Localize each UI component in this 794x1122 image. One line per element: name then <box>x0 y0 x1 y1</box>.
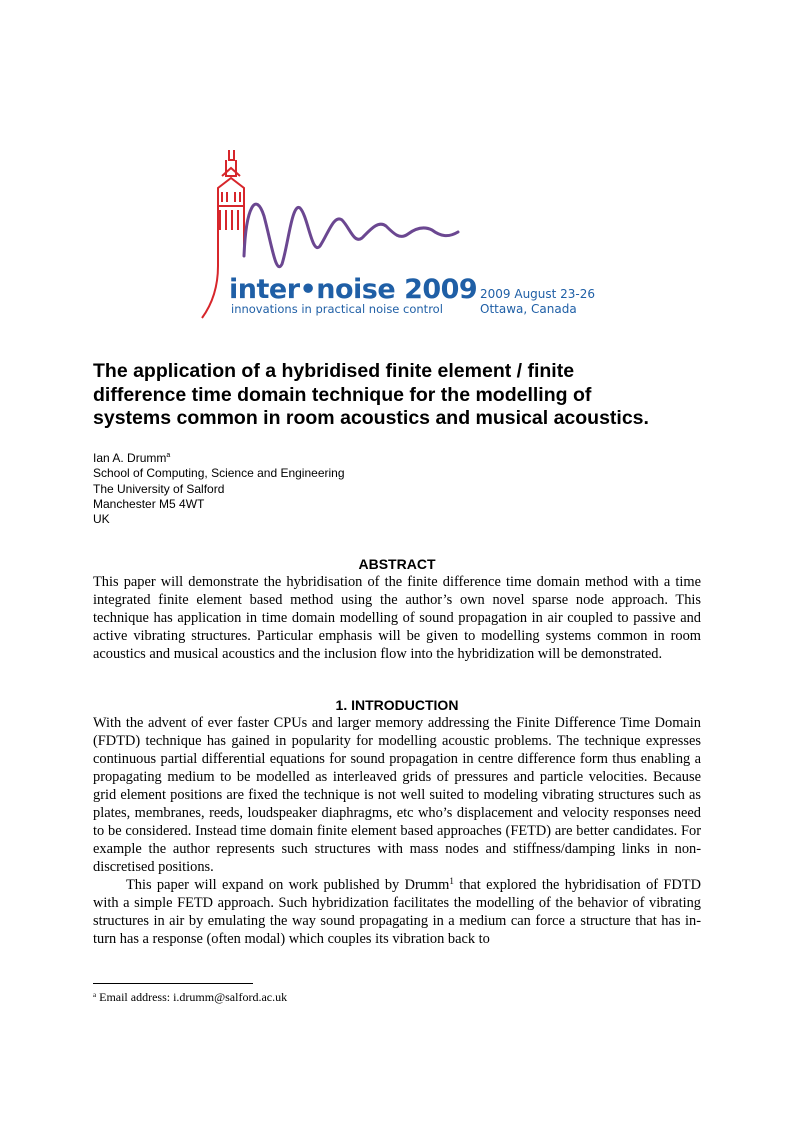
title-line: difference time domain technique for the modelling of <box>93 383 592 406</box>
conference-place: Ottawa, Canada <box>480 302 577 316</box>
author-block <box>93 451 345 527</box>
introduction-paragraph: This paper will expand on work published by Drumm$^1$ that explored the hybridisation of FDTD with a simple FETD approach. Such hybridization facilitates the modelling of the behavior of vibrating structures in air by emulating the way sound propagating in a medium can force a structure that has in-turn has a response (often modal) which couples its vibration back to <box>93 876 701 947</box>
author-name-line <box>93 451 345 466</box>
abstract-heading: ABSTRACT <box>358 556 436 572</box>
sound-wave-graphic <box>244 204 458 267</box>
footnote-email: Email address: i.drumm@salford.ac.uk <box>96 990 288 1004</box>
introduction-heading: 1. INTRODUCTION <box>335 697 459 713</box>
affiliation-line: Manchester M5 4WT <box>93 496 205 511</box>
conference-date: 2009 August 23-26 <box>480 287 596 301</box>
affiliation-line: School of Computing, Science and Engineering <box>93 466 345 481</box>
author-name: Ian A. Drumm <box>93 451 167 465</box>
footnote-mark: a <box>93 991 97 999</box>
title-line: systems common in room acoustics and musical acoustics. <box>93 407 649 429</box>
abstract-paragraph: This paper will demonstrate the hybridisation of the finite difference time domain method with a time integrated finite element based method using the author’s own novel sparse node approach. This technique has application in time domain modelling of sound propagation in air coupled to passive and active vibrating structures. Particular emphasis will be given to modelling systems common in room acoustics and musical acoustics and the inclusion flow into the hybridization will be demonstrated. <box>93 574 701 662</box>
citation-ref: 1 <box>449 876 454 886</box>
abstract-body <box>93 573 701 663</box>
affiliation-line: UK <box>93 512 110 527</box>
conference-tagline: innovations in practical noise control <box>231 302 443 316</box>
title-line: The application of a hybridised finite element / finite <box>93 360 575 382</box>
paper-title <box>93 360 713 431</box>
author-footnote-mark: a <box>166 452 171 459</box>
introduction-body <box>93 714 701 948</box>
footnote-divider <box>93 983 253 984</box>
conference-name: inter•noise 2009 <box>229 274 478 305</box>
introduction-paragraph: With the advent of ever faster CPUs and larger memory addressing the Finite Difference Time Domain (FDTD) technique has gained in popularity for modelling acoustic problems. The technique expresses continuous partial differential equations for sound propagation in centre difference form thus enabling a propagating medium to be modelled as interleaved grids of pressures and particle velocities. Because grid element positions are fixed the technique is not well suited to modeling vibrating structures such as plates, membranes, reeds, loudspeaker diaphragms, etc who’s displacement and velocity responses need to be considered. Instead time domain finite element based approaches (FETD) are better candidates. For example the author represents such structures with mass nodes and stiffness/damping links in non-discretised positions. <box>93 715 701 875</box>
footnote <box>93 990 287 1004</box>
affiliation-line: The University of Salford <box>93 481 225 496</box>
